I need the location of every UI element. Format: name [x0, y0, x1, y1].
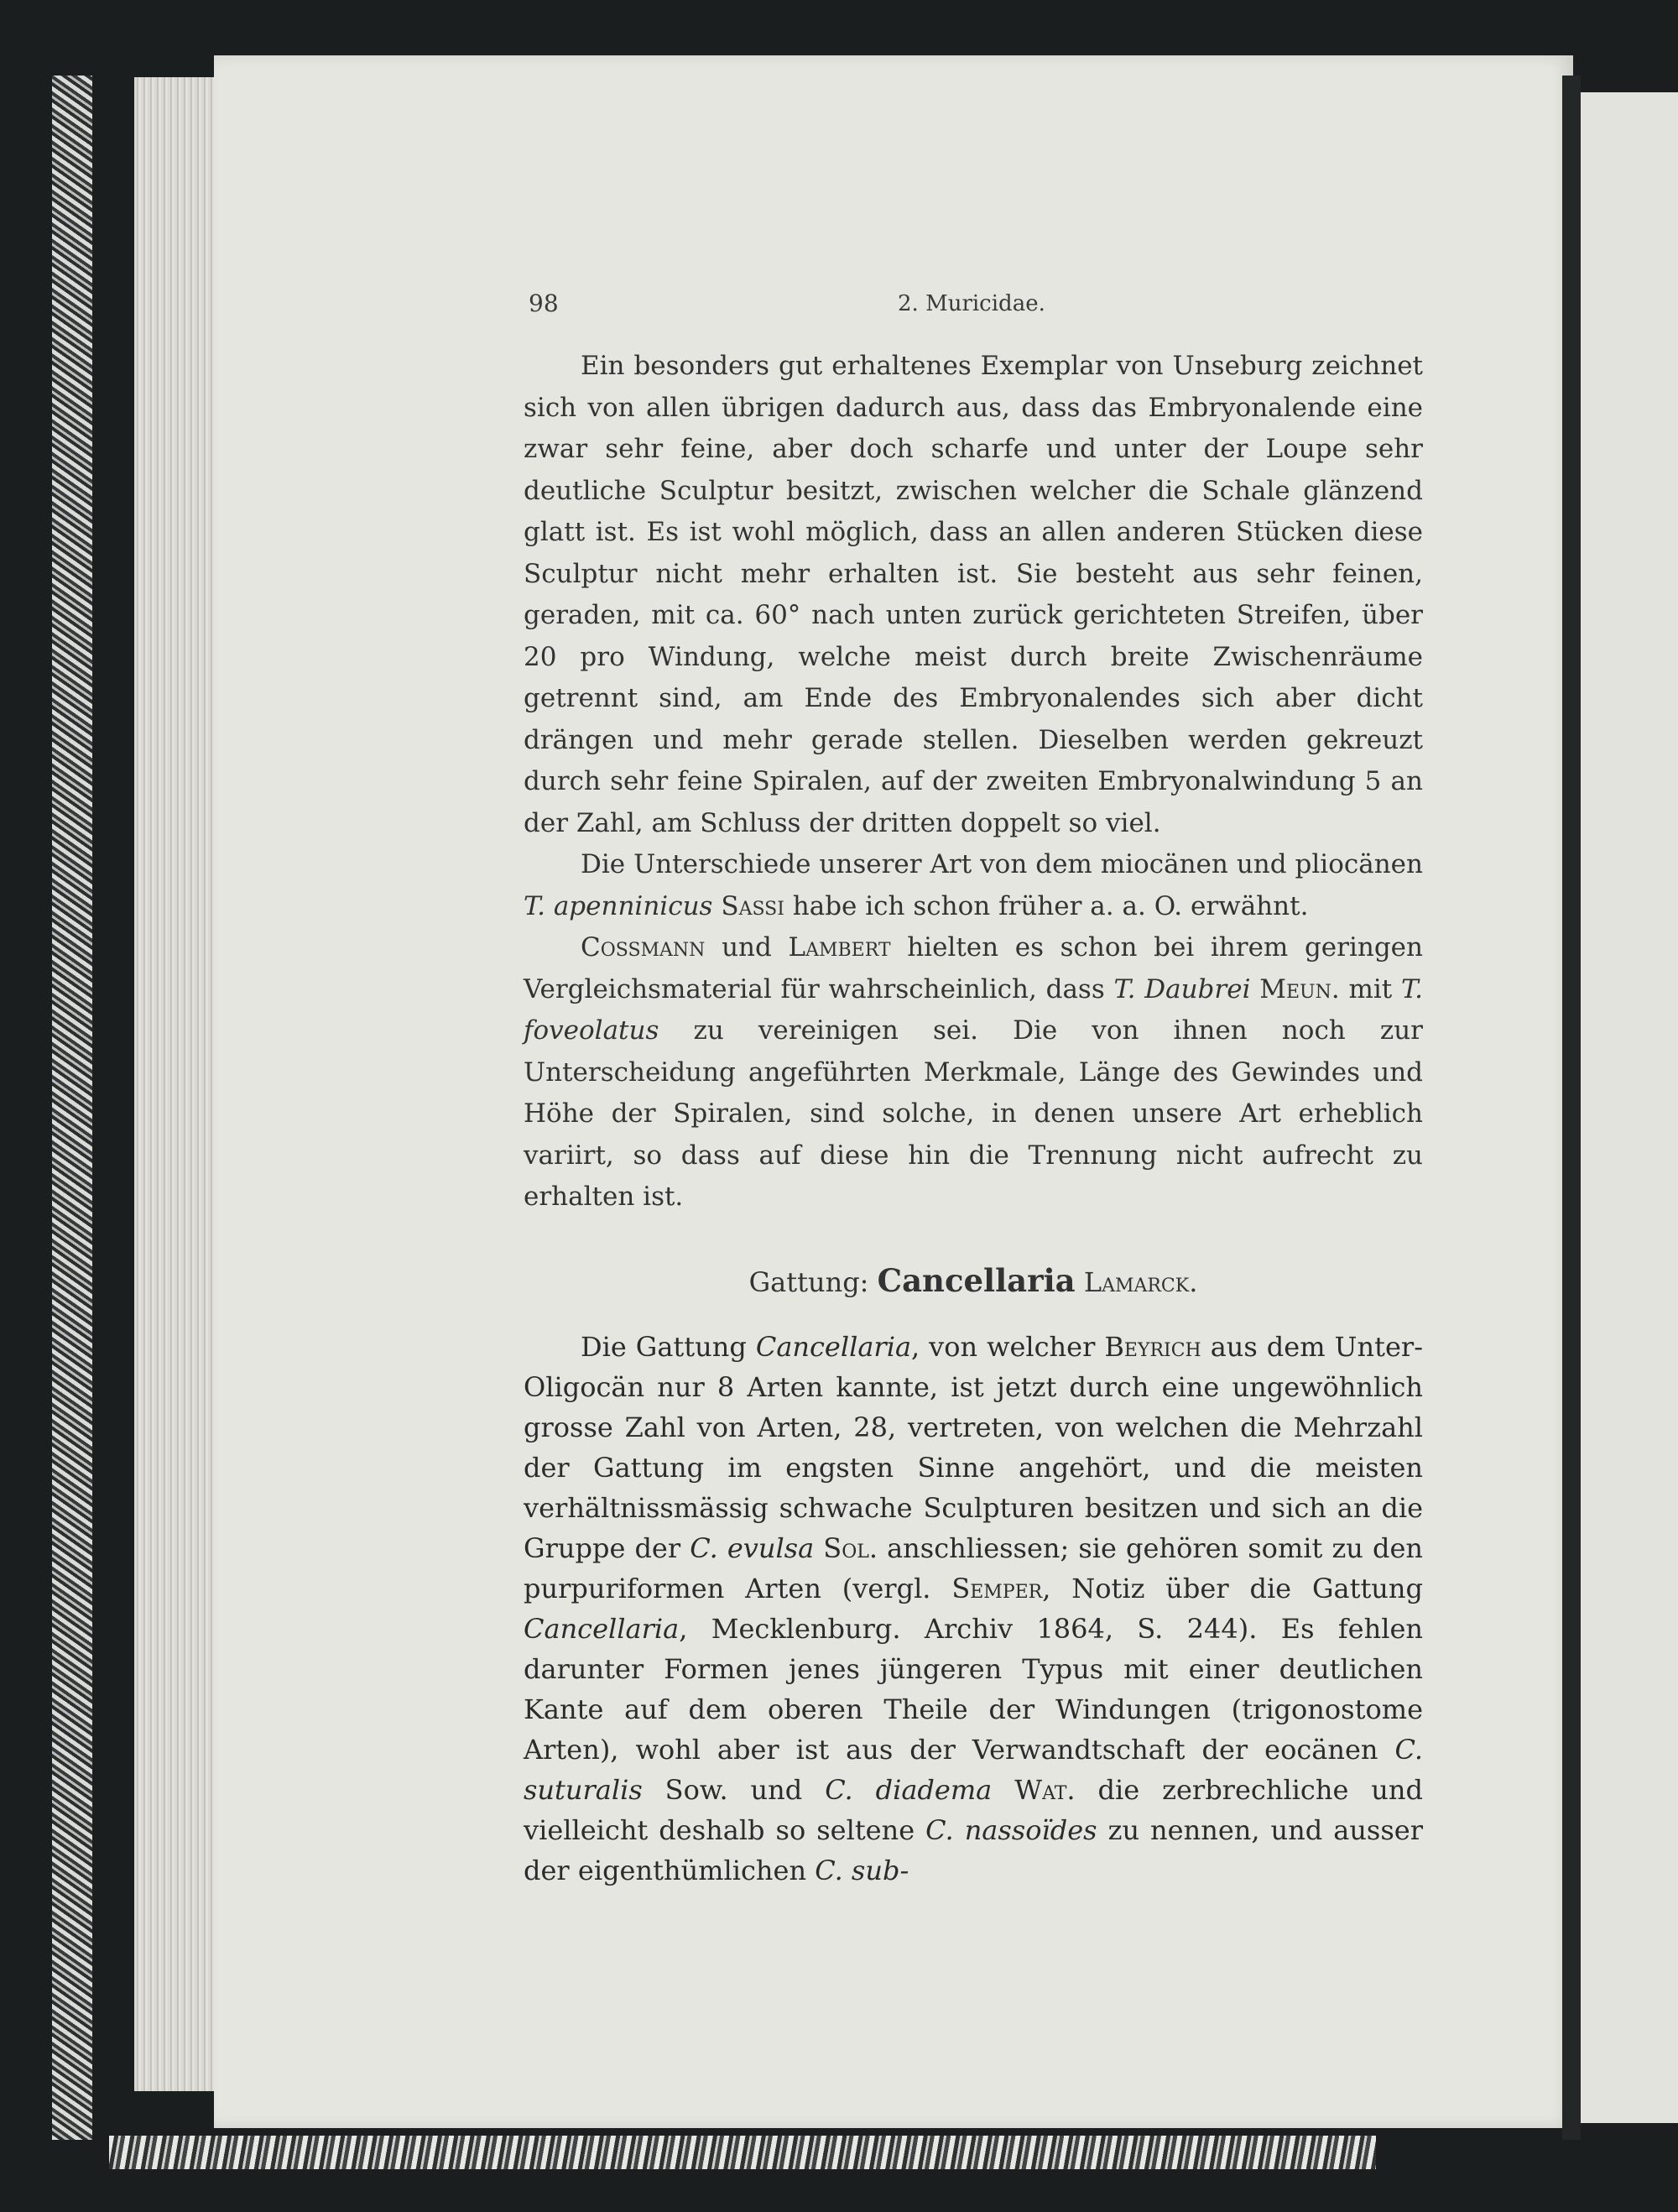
paragraph: Die Gattung Cancellaria, von welcher Beyrich aus dem Unter-Oligocän nur 8 Arten kannte, ist jetzt durch eine ungewöhnlich grosse Zahl von Arten, 28, vertreten, von welchen die Mehrzahl der Gattung im engsten Sinne angehört, und die meisten verhältnissmässig schwache Sculpturen besitzen und sich an die Gruppe der C. evulsa Sol. anschliessen; sie gehören somit zu den purpuriformen Arten (vergl. Semper, Notiz über die Gattung Cancellaria, Mecklenburg. Archiv 1864, S. 244). Es fehlen darunter Formen jenes jüngeren Typus mit einer deutlichen Kante auf dem oberen Theile der Windungen (trigonostome Arten), wohl aber ist aus der Verwandtschaft der eocänen C. suturalis Sow. und C. diadema Wat. die zerbrechliche und vielleicht deshalb so seltene C. nassoïdes zu nennen, und ausser der eigenthümlichen C. sub- [524, 1331, 1424, 1886]
page-header [529, 290, 1418, 323]
paragraph: Cossmann und Lambert hielten es schon bei ihrem geringen Vergleichsmaterial für wahrscheinlich, dass T. Daubrei Meun. mit T. foveolatus zu vereinigen sei. Die von ihnen noch zur Unterscheidung angeführten Merkmale, Länge des Gewindes und Höhe der Spiralen, sind solche, in denen unsere Art erheblich variirt, so dass auf diese hin die Trennung nicht aufrecht zu erhalten ist. [524, 932, 1423, 1212]
species-name: T. apenninicus [524, 890, 713, 921]
genus-name: Cancellaria [877, 1261, 1076, 1299]
paragraph: Die Unterschiede unserer Art von dem miocänen und pliocänen T. apenninicus Sassi habe ich schon früher a. a. O. erwähnt. [524, 849, 1423, 921]
running-head: 2. Muricidae. [898, 291, 1045, 316]
page-number: 98 [529, 290, 559, 317]
page-gutter [1562, 76, 1581, 2140]
marbled-spine [52, 76, 92, 2140]
species-name: T. foveolatus [524, 973, 1423, 1046]
author-name: Sassi [721, 890, 784, 921]
author-name: Cossmann [581, 932, 706, 963]
author-name: Lambert [788, 932, 891, 963]
page-edges [134, 77, 227, 2091]
facing-page-edge [1577, 92, 1678, 2123]
page-body [524, 346, 1423, 1891]
author-name: Meun. [1259, 973, 1340, 1004]
species-name: T. Daubrei [1113, 973, 1251, 1004]
paragraph: Ein besonders gut erhaltenes Exemplar von Unseburg zeichnet sich von allen übrigen dadurch aus, dass das Embryonalende eine zwar sehr feine, aber doch scharfe und unter der Loupe sehr deutliche Sculptur besitzt, zwischen welcher die Schale glänzend glatt ist. Es ist wohl möglich, dass an allen anderen Stücken diese Sculptur nicht mehr erhalten ist. Sie besteht aus sehr feinen, geraden, mit ca. 60° nach unten zurück gerichteten Streifen, über 20 pro Windung, welche meist durch breite Zwischenräume getrennt sind, am Ende des Embryonalendes sich aber dicht drängen und mehr gerade stellen. Dieselben werden gekreuzt durch sehr feine Spiralen, auf der zweiten Embryonalwindung 5 an der Zahl, am Schluss der dritten doppelt so viel. [524, 351, 1423, 838]
marbled-edge-bottom [109, 2136, 1376, 2169]
author-name: Lamarck. [1083, 1265, 1198, 1298]
section-heading: Gattung: Cancellaria Lamarck. [748, 1261, 1198, 1299]
